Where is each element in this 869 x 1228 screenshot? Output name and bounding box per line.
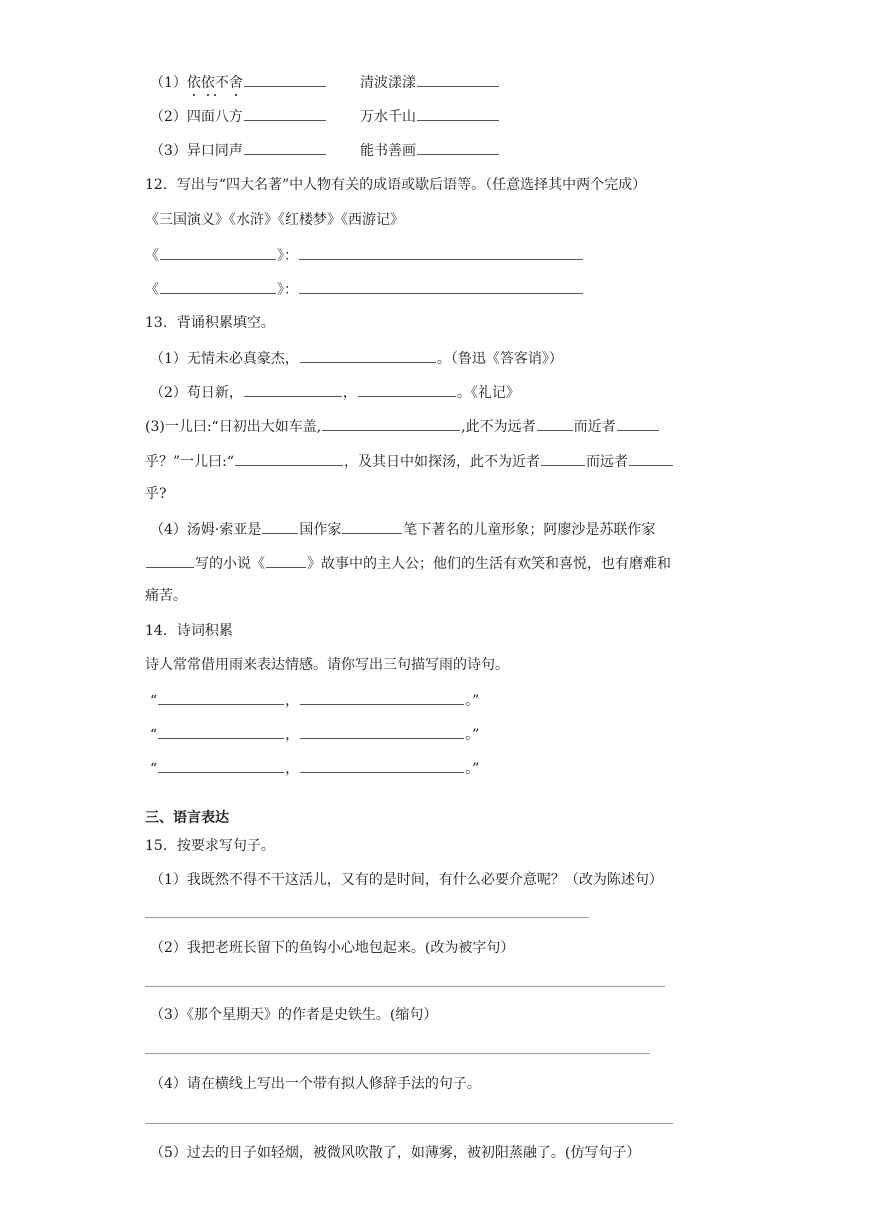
answer-blank[interactable] bbox=[299, 244, 583, 260]
answer-blank[interactable] bbox=[158, 689, 284, 705]
answer-line[interactable] bbox=[145, 917, 589, 918]
answer-blank[interactable] bbox=[244, 381, 342, 397]
answer-blank[interactable] bbox=[342, 518, 402, 534]
answer-line[interactable] bbox=[145, 1053, 650, 1054]
answer-blank[interactable] bbox=[299, 278, 583, 294]
answer-blank[interactable] bbox=[244, 105, 326, 121]
poem-line-3: “ ， 。” bbox=[150, 757, 479, 779]
answer-blank[interactable] bbox=[262, 518, 298, 534]
idiom-异口同声: 异口同声 bbox=[186, 143, 243, 159]
q12-answer-2: 《 》： bbox=[145, 278, 584, 300]
idiom-col2: 清波漾漾 bbox=[360, 71, 500, 93]
q13-item-3-line3: 乎? bbox=[145, 486, 167, 502]
q11-row-2 bbox=[150, 105, 416, 127]
answer-blank[interactable] bbox=[300, 757, 464, 773]
answer-line[interactable] bbox=[145, 1123, 673, 1124]
idiom-char: 不 bbox=[214, 75, 229, 91]
q13-item-3-line1: (3)一儿曰:“日初出大如车盖, ,此不为远者 而近者 bbox=[145, 415, 660, 437]
q15-item-4: （4）请在横线上写出一个带有拟人修辞手法的句子。 bbox=[150, 1076, 481, 1092]
answer-blank[interactable] bbox=[266, 552, 306, 568]
q13-item-3-line2: 乎？”一儿曰:“ ，及其日中如探汤，此不为近者 而远者 bbox=[145, 450, 674, 472]
answer-blank[interactable] bbox=[158, 757, 284, 773]
idiom-char: 舍 bbox=[228, 75, 243, 91]
answer-blank[interactable] bbox=[300, 689, 464, 705]
idiom-char: 依 bbox=[186, 75, 201, 91]
q13-item-1: （1）无情未必真豪杰， 。（鲁迅《答客诮》） bbox=[150, 347, 563, 369]
answer-blank[interactable] bbox=[244, 139, 326, 155]
q14-title: 14．诗词积累 bbox=[145, 623, 233, 639]
poem-line-2: “ ， 。” bbox=[150, 723, 479, 745]
q14-prompt: 诗人常常借用雨来表达情感。请你写出三句描写雨的诗句。 bbox=[145, 657, 509, 673]
idiom-char: 依 bbox=[200, 75, 215, 91]
q15-item-1: （1）我既然不得不干这活儿，又有的是时间，有什么必要介意呢？（改为陈述句） bbox=[150, 872, 663, 888]
q13-item-2: （2）苟日新， ， 。《礼记》 bbox=[150, 381, 520, 403]
answer-blank[interactable] bbox=[322, 415, 460, 431]
answer-blank[interactable] bbox=[158, 723, 284, 739]
answer-blank[interactable] bbox=[629, 450, 673, 466]
answer-blank[interactable] bbox=[417, 71, 499, 87]
q13-item-4-line3: 痛苦。 bbox=[145, 588, 187, 604]
q11-row-3 bbox=[150, 139, 416, 161]
answer-blank[interactable] bbox=[358, 381, 456, 397]
answer-blank[interactable] bbox=[541, 450, 585, 466]
q15-item-3: （3）《那个星期天》的作者是史铁生。(缩句） bbox=[150, 1007, 438, 1023]
book-blank[interactable] bbox=[160, 244, 276, 260]
q13-item-4-line2: 写的小说《 》故事中的主人公；他们的生活有欢笑和喜悦，也有磨难和 bbox=[145, 552, 671, 574]
idiom-col2: 万水千山 bbox=[360, 105, 500, 127]
answer-blank[interactable] bbox=[417, 105, 499, 121]
answer-blank[interactable] bbox=[300, 723, 464, 739]
answer-blank[interactable] bbox=[617, 415, 659, 431]
idiom-依依不舍 bbox=[187, 73, 243, 93]
q15-prompt: 15．按要求写句子。 bbox=[145, 838, 275, 854]
answer-blank[interactable] bbox=[146, 552, 194, 568]
q13-prompt: 13．背诵积累填空。 bbox=[145, 315, 275, 331]
idiom-四面八方: 四面八方 bbox=[186, 109, 243, 125]
q15-item-5: （5）过去的日子如轻烟，被微风吹散了，如薄雾，被初阳蒸融了。(仿写句子） bbox=[150, 1145, 641, 1161]
row-number: （3） bbox=[150, 143, 187, 159]
q12-books: 《三国演义》《水浒》《红楼梦》《西游记》 bbox=[145, 212, 404, 228]
q15-item-2: （2）我把老班长留下的鱼钩小心地包起来。(改为被字句） bbox=[150, 940, 515, 956]
poem-line-1: “ ， 。” bbox=[150, 689, 479, 711]
q11-row-1 bbox=[150, 71, 416, 93]
q13-item-4-line1: （4）汤姆·索亚是 国作家 笔下著名的儿童形象；阿廖沙是苏联作家 bbox=[150, 518, 655, 540]
row-number: （2） bbox=[150, 109, 187, 125]
answer-line[interactable] bbox=[145, 986, 665, 987]
book-blank[interactable] bbox=[160, 278, 276, 294]
q12-prompt: 12．写出与“四大名著”中人物有关的成语或歇后语等。（任意选择其中两个完成） bbox=[145, 177, 647, 193]
answer-blank[interactable] bbox=[537, 415, 573, 431]
row-number: （1） bbox=[150, 75, 187, 91]
q12-answer-1: 《 》： bbox=[145, 244, 584, 266]
answer-blank[interactable] bbox=[417, 139, 499, 155]
answer-blank[interactable] bbox=[244, 71, 326, 87]
answer-blank[interactable] bbox=[235, 450, 343, 466]
answer-blank[interactable] bbox=[300, 347, 436, 363]
section-heading: 三、语言表达 bbox=[145, 810, 229, 826]
idiom-col2: 能书善画 bbox=[360, 139, 500, 161]
